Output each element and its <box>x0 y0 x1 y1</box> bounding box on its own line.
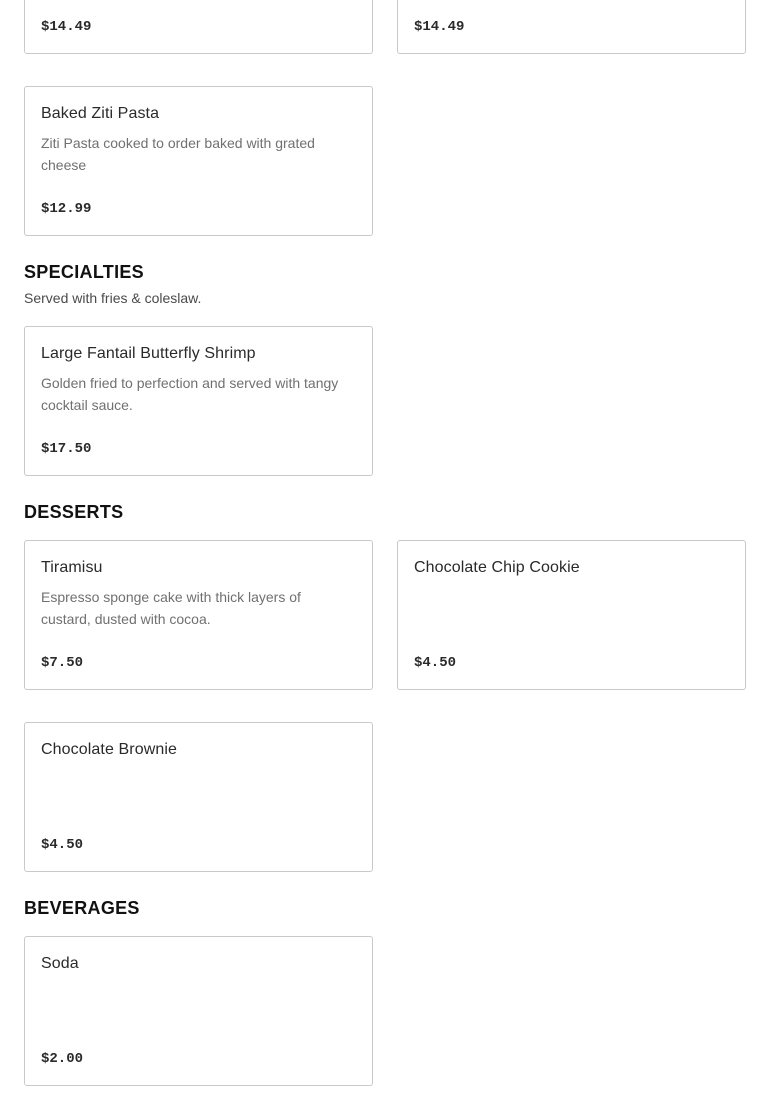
section-title-specialties: SPECIALTIES <box>24 262 144 282</box>
item-name: Chocolate Brownie <box>41 741 177 758</box>
item-price: $17.50 <box>41 441 92 457</box>
section-note-specialties: Served with fries & coleslaw. <box>24 290 202 306</box>
menu-item-card[interactable] <box>24 0 373 54</box>
item-description: Golden fried to perfection and served with tangy cocktail sauce. <box>41 375 339 413</box>
section-title-beverages: BEVERAGES <box>24 898 140 918</box>
item-price: $7.50 <box>41 655 84 671</box>
section-title-desserts: DESSERTS <box>24 502 124 522</box>
menu-item-card[interactable] <box>397 540 746 690</box>
menu-item-card[interactable] <box>397 0 746 54</box>
menu-item-card[interactable] <box>24 936 373 1086</box>
item-price: $14.49 <box>41 19 92 35</box>
item-name: Baked Ziti Pasta <box>41 105 160 122</box>
menu-item-card[interactable] <box>24 540 373 690</box>
menu-item-card[interactable] <box>24 326 373 476</box>
item-price: $2.00 <box>41 1051 84 1067</box>
item-price: $4.50 <box>41 837 84 853</box>
item-name: Soda <box>41 955 79 972</box>
item-price: $12.99 <box>41 201 92 217</box>
item-description: Espresso sponge cake with thick layers of custard, dusted with cocoa. <box>41 589 301 627</box>
item-price: $14.49 <box>414 19 465 35</box>
item-name: Large Fantail Butterfly Shrimp <box>41 345 256 362</box>
item-price: $4.50 <box>414 655 457 671</box>
item-name: Tiramisu <box>41 559 103 576</box>
menu-item-card[interactable] <box>24 722 373 872</box>
item-description: Ziti Pasta cooked to order baked with grated cheese <box>41 135 315 173</box>
menu-item-card[interactable] <box>24 86 373 236</box>
item-name: Chocolate Chip Cookie <box>414 559 580 576</box>
